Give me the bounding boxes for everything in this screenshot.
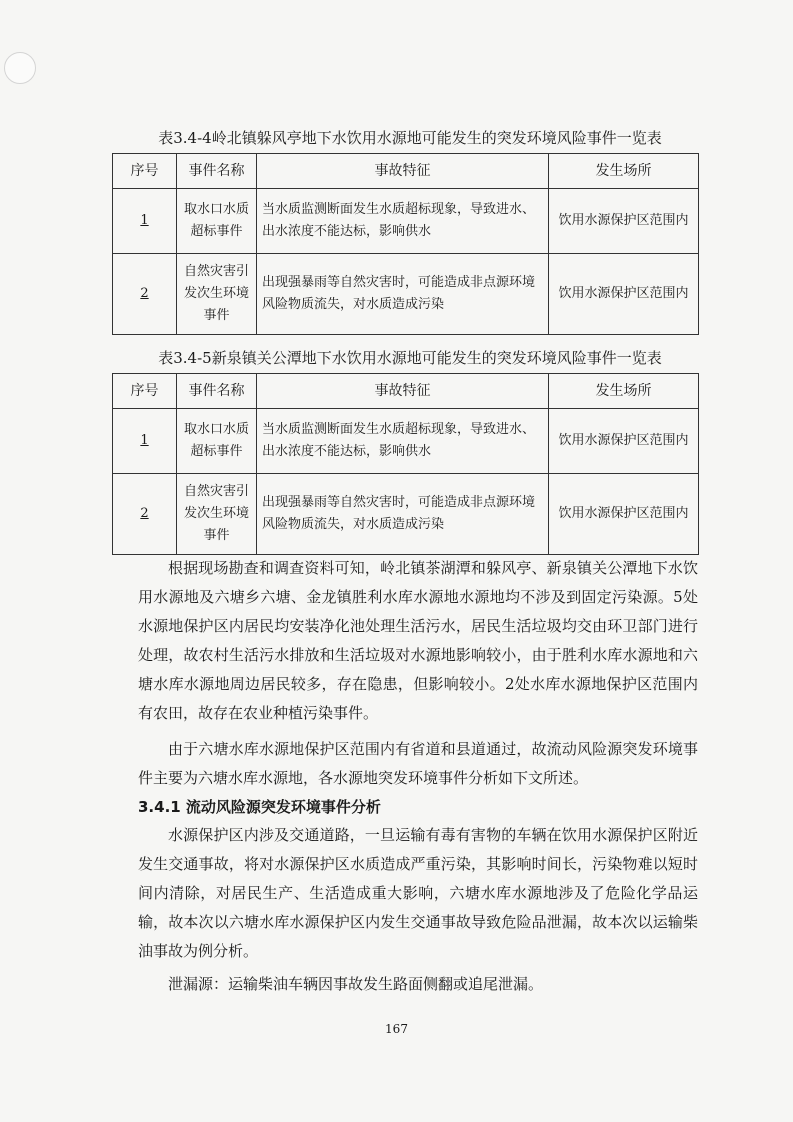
cell-name: 自然灾害引发次生环境事件 bbox=[177, 254, 257, 335]
header-no: 序号 bbox=[113, 154, 177, 189]
cell-feature: 当水质监测断面发生水质超标现象，导致进水、出水浓度不能达标，影响供水 bbox=[257, 409, 549, 474]
cell-name: 自然灾害引发次生环境事件 bbox=[177, 474, 257, 555]
table-row bbox=[113, 409, 699, 474]
cell-name: 取水口水质超标事件 bbox=[177, 189, 257, 254]
header-name: 事件名称 bbox=[177, 374, 257, 409]
table-caption: 表3.4-5新泉镇关公潭地下水饮用水源地可能发生的突发环境风险事件一览表 bbox=[158, 349, 662, 367]
risk-event-table bbox=[112, 153, 699, 335]
cell-name: 取水口水质超标事件 bbox=[177, 409, 257, 474]
paragraph-text: 由于六塘水库水源地保护区范围内有省道和县道通过，故流动风险源突发环境事件主要为六塘水库水源地，各水源地突发环境事件分析如下文所述。 bbox=[138, 740, 698, 787]
body-paragraph bbox=[138, 554, 698, 728]
header-place: 发生场所 bbox=[549, 374, 699, 409]
body-paragraph bbox=[138, 735, 698, 793]
cell-no: 2 bbox=[113, 254, 177, 335]
body-paragraph bbox=[138, 970, 698, 999]
cell-place: 饮用水源保护区范围内 bbox=[549, 474, 699, 555]
cell-feature: 出现强暴雨等自然灾害时，可能造成非点源环境风险物质流失，对水质造成污染 bbox=[257, 474, 549, 555]
cell-feature: 出现强暴雨等自然灾害时，可能造成非点源环境风险物质流失，对水质造成污染 bbox=[257, 254, 549, 335]
body-paragraph bbox=[138, 821, 698, 966]
header-feature: 事故特征 bbox=[257, 154, 549, 189]
cell-no: 2 bbox=[113, 474, 177, 555]
paragraph-text: 根据现场勘查和调查资料可知，岭北镇茶湖潭和躲风亭、新泉镇关公潭地下水饮用水源地及六塘乡六塘、金龙镇胜利水库水源地水源地均不涉及到固定污染源。5处水源地保护区内居民均安装净化池处理生活污水，居民生活垃圾均交由环卫部门进行处理，故农村生活污水排放和生活垃圾对水源地影响较小，由于胜利水库水源地和六塘水库水源地周边居民较多，存在隐患，但影响较小。2处水库水源地保护区范围内有农田，故存在农业种植污染事件。 bbox=[138, 559, 698, 722]
header-name: 事件名称 bbox=[177, 154, 257, 189]
table-caption: 表3.4-4岭北镇躲风亭地下水饮用水源地可能发生的突发环境风险事件一览表 bbox=[158, 129, 662, 147]
table-row bbox=[113, 474, 699, 555]
cell-place: 饮用水源保护区范围内 bbox=[549, 409, 699, 474]
table-row bbox=[113, 189, 699, 254]
page-number: 167 bbox=[385, 1022, 408, 1036]
header-no: 序号 bbox=[113, 374, 177, 409]
section-heading: 3.4.1 流动风险源突发环境事件分析 bbox=[138, 798, 381, 816]
cell-place: 饮用水源保护区范围内 bbox=[549, 254, 699, 335]
header-place: 发生场所 bbox=[549, 154, 699, 189]
table-row bbox=[113, 254, 699, 335]
cell-no: 1 bbox=[113, 409, 177, 474]
punch-hole bbox=[4, 52, 36, 84]
paragraph-text: 泄漏源：运输柴油车辆因事故发生路面侧翻或追尾泄漏。 bbox=[168, 975, 544, 993]
table-header-row bbox=[113, 374, 699, 409]
cell-feature: 当水质监测断面发生水质超标现象，导致进水、出水浓度不能达标，影响供水 bbox=[257, 189, 549, 254]
cell-no: 1 bbox=[113, 189, 177, 254]
paragraph-text: 水源保护区内涉及交通道路，一旦运输有毒有害物的车辆在饮用水源保护区附近发生交通事故，将对水源保护区水质造成严重污染，其影响时间长，污染物难以短时间内清除，对居民生产、生活造成重大影响，六塘水库水源地涉及了危险化学品运输，故本次以六塘水库水源保护区内发生交通事故导致危险品泄漏，故本次以运输柴油事故为例分析。 bbox=[138, 826, 698, 960]
risk-event-table bbox=[112, 373, 699, 555]
table-header-row bbox=[113, 154, 699, 189]
header-feature: 事故特征 bbox=[257, 374, 549, 409]
cell-place: 饮用水源保护区范围内 bbox=[549, 189, 699, 254]
